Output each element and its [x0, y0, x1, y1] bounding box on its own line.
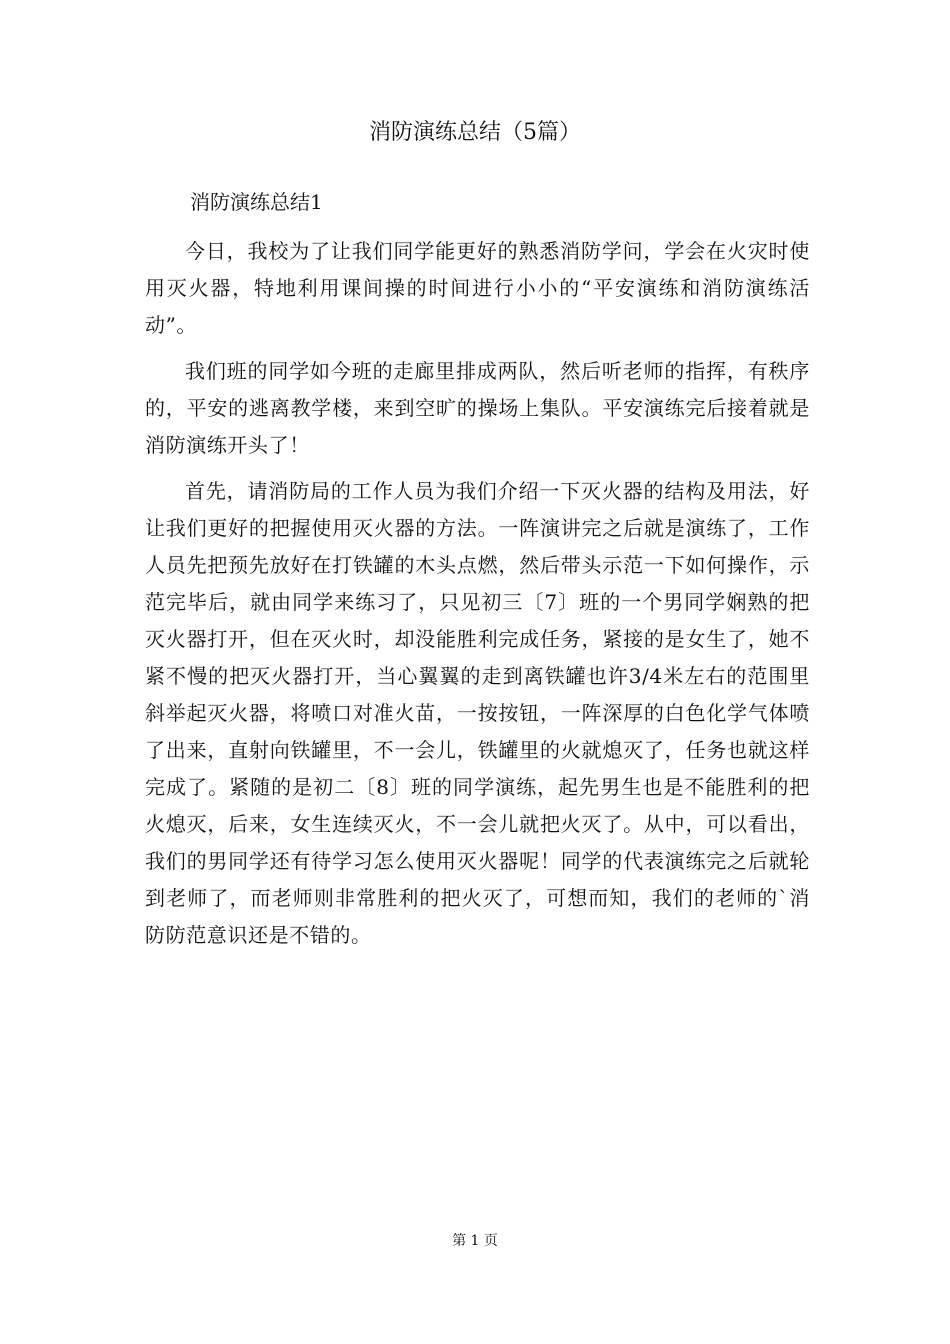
paragraph: 我们班的同学如今班的走廊里排成两队，然后听老师的指挥，有秩序的，平安的逃离教学楼，来到空旷的操场上集队。平安演练完后接着就是消防演练开头了！: [145, 359, 810, 457]
document-body: [145, 233, 810, 963]
section-heading: 消防演练总结1: [190, 190, 323, 214]
document-title: 消防演练总结（5篇）: [369, 120, 581, 145]
page-number: 第 1 页: [452, 1233, 498, 1249]
paragraph: 首先，请消防局的工作人员为我们介绍一下灭火器的结构及用法，好让我们更好的把握使用灭火器的方法。一阵演讲完之后就是演练了，工作人员先把预先放好在打铁罐的木头点燃，然后带头示范一下如何操作，示范完毕后，就由同学来练习了，只见初三〔7〕班的一个男同学娴熟的把灭火器打开，但在灭火时，却没能胜利完成任务，紧接的是女生了，她不紧不慢的把灭火器打开，当心翼翼的走到离铁罐也许3/4米左右的范围里斜举起灭火器，将喷口对准火苗，一按按钮，一阵深厚的白色化学气体喷了出来，直射向铁罐里，不一会儿，铁罐里的火就熄灭了，任务也就这样完成了。紧随的是初二〔8〕班的同学演练，起先男生也是不能胜利的把火熄灭，后来，女生连续灭火，不一会儿就把火灭了。从中，可以看出，我们的男同学还有待学习怎么使用灭火器呢！同学的代表演练完之后就轮到老师了，而老师则非常胜利的把火灭了，可想而知，我们的老师的`消防防范意识还是不错的。: [145, 479, 810, 947]
paragraph: 今日，我校为了让我们同学能更好的熟悉消防学问，学会在火灾时使用灭火器，特地利用课间操的时间进行小小的“平安演练和消防演练活动”。: [145, 239, 810, 337]
